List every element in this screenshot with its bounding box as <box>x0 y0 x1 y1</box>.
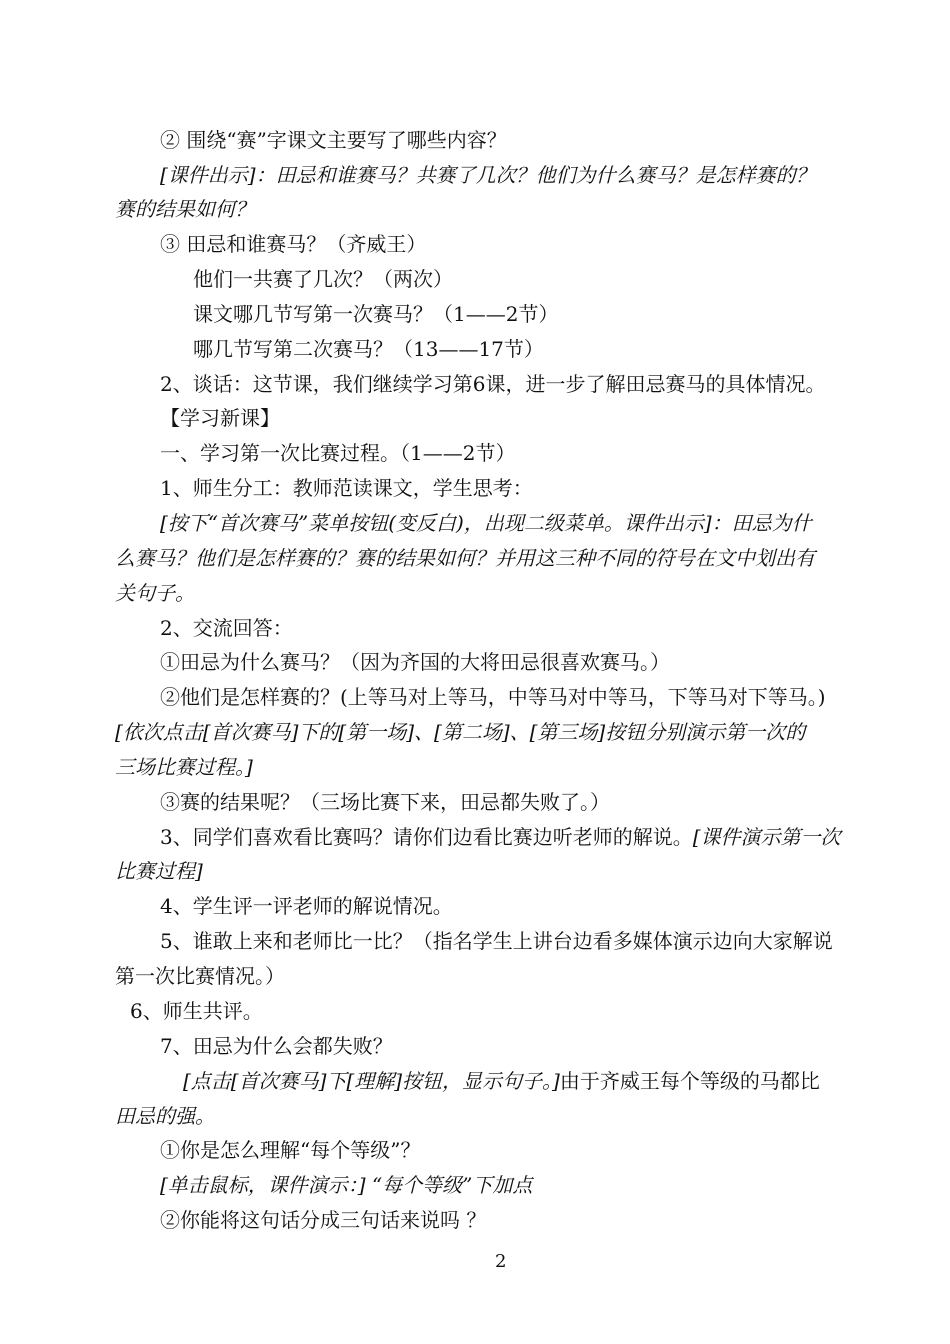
paragraph-line <box>183 1066 820 1096</box>
paragraph-line: 哪几节写第二次赛马？（13——17节） <box>193 337 544 361</box>
line-text: [点击[首次赛马]下[理解]按钮，显示句子。] <box>183 1069 560 1093</box>
paragraph-line: 三场比赛过程。] <box>115 755 253 779</box>
paragraph-line: [单击鼠标，课件演示：] “每个等级”下加点 <box>160 1173 533 1197</box>
paragraph-line: 5、谁敢上来和老师比一比？（指名学生上讲台边看多媒体演示边向大家解说 <box>160 929 833 953</box>
paragraph-line: ①你是怎么理解“每个等级”？ <box>160 1138 421 1162</box>
paragraph-line: 课文哪几节写第一次赛马？（1——2节） <box>193 302 559 326</box>
paragraph-line: ②他们是怎样赛的？(上等马对上等马，中等马对中等马，下等马对下等马。) <box>160 685 826 709</box>
paragraph-line: ①田忌为什么赛马？（因为齐国的大将田忌很喜欢赛马。） <box>160 650 670 674</box>
paragraph-line <box>160 822 841 852</box>
line-tail: [课件演示第一次 <box>692 825 841 849</box>
paragraph-line: 比赛过程] <box>115 859 203 883</box>
paragraph-line: ③赛的结果呢？（三场比赛下来，田忌都失败了。） <box>160 790 610 814</box>
paragraph-line: 第一次比赛情况。） <box>115 964 285 988</box>
line-text: 3、同学们喜欢看比赛吗？请你们边看比赛边听老师的解说。 <box>160 825 693 849</box>
paragraph-line: [课件出示]：田忌和谁赛马？共赛了几次？他们为什么赛马？是怎样赛的？ <box>160 163 816 187</box>
paragraph-line: 赛的结果如何？ <box>115 197 255 221</box>
paragraph-line: 6、师生共评。 <box>130 999 263 1023</box>
paragraph-line: 么赛马？他们是怎样赛的？赛的结果如何？并用这三种不同的符号在文中划出有 <box>115 546 815 570</box>
paragraph-line: ② 围绕“赛”字课文主要写了哪些内容？ <box>160 128 507 152</box>
paragraph-line: [按下“首次赛马”菜单按钮(变反白)，出现二级菜单。课件出示]：田忌为什 <box>160 511 812 535</box>
paragraph-line: 田忌的强。 <box>115 1104 215 1128</box>
paragraph-line: [依次点击[首次赛马]下的[第一场]、[第二场]、[第三场]按钮分别演示第一次的 <box>115 720 806 744</box>
paragraph-line: 他们一共赛了几次？（两次） <box>193 267 453 291</box>
page-number: 2 <box>495 1251 507 1272</box>
paragraph-line: 7、田忌为什么会都失败？ <box>160 1034 393 1058</box>
paragraph-line: 2、交流回答： <box>160 616 293 640</box>
paragraph-line: 一、学习第一次比赛过程。（1——2节） <box>160 441 516 465</box>
paragraph-line: ②你能将这句话分成三句话来说吗 ？ <box>160 1208 487 1232</box>
paragraph-line: ③ 田忌和谁赛马？（齐威王） <box>160 232 427 256</box>
line-tail: 由于齐威王每个等级的马都比 <box>559 1069 820 1093</box>
paragraph-line: 1、师生分工：教师范读课文，学生思考： <box>160 476 533 500</box>
section-heading: 【学习新课】 <box>160 406 280 430</box>
paragraph-line: 4、学生评一评老师的解说情况。 <box>160 894 453 918</box>
paragraph-line: 关句子。 <box>115 581 195 605</box>
paragraph-line: 2、谈话：这节课，我们继续学习第6课，进一步了解田忌赛马的具体情况。 <box>160 372 826 396</box>
